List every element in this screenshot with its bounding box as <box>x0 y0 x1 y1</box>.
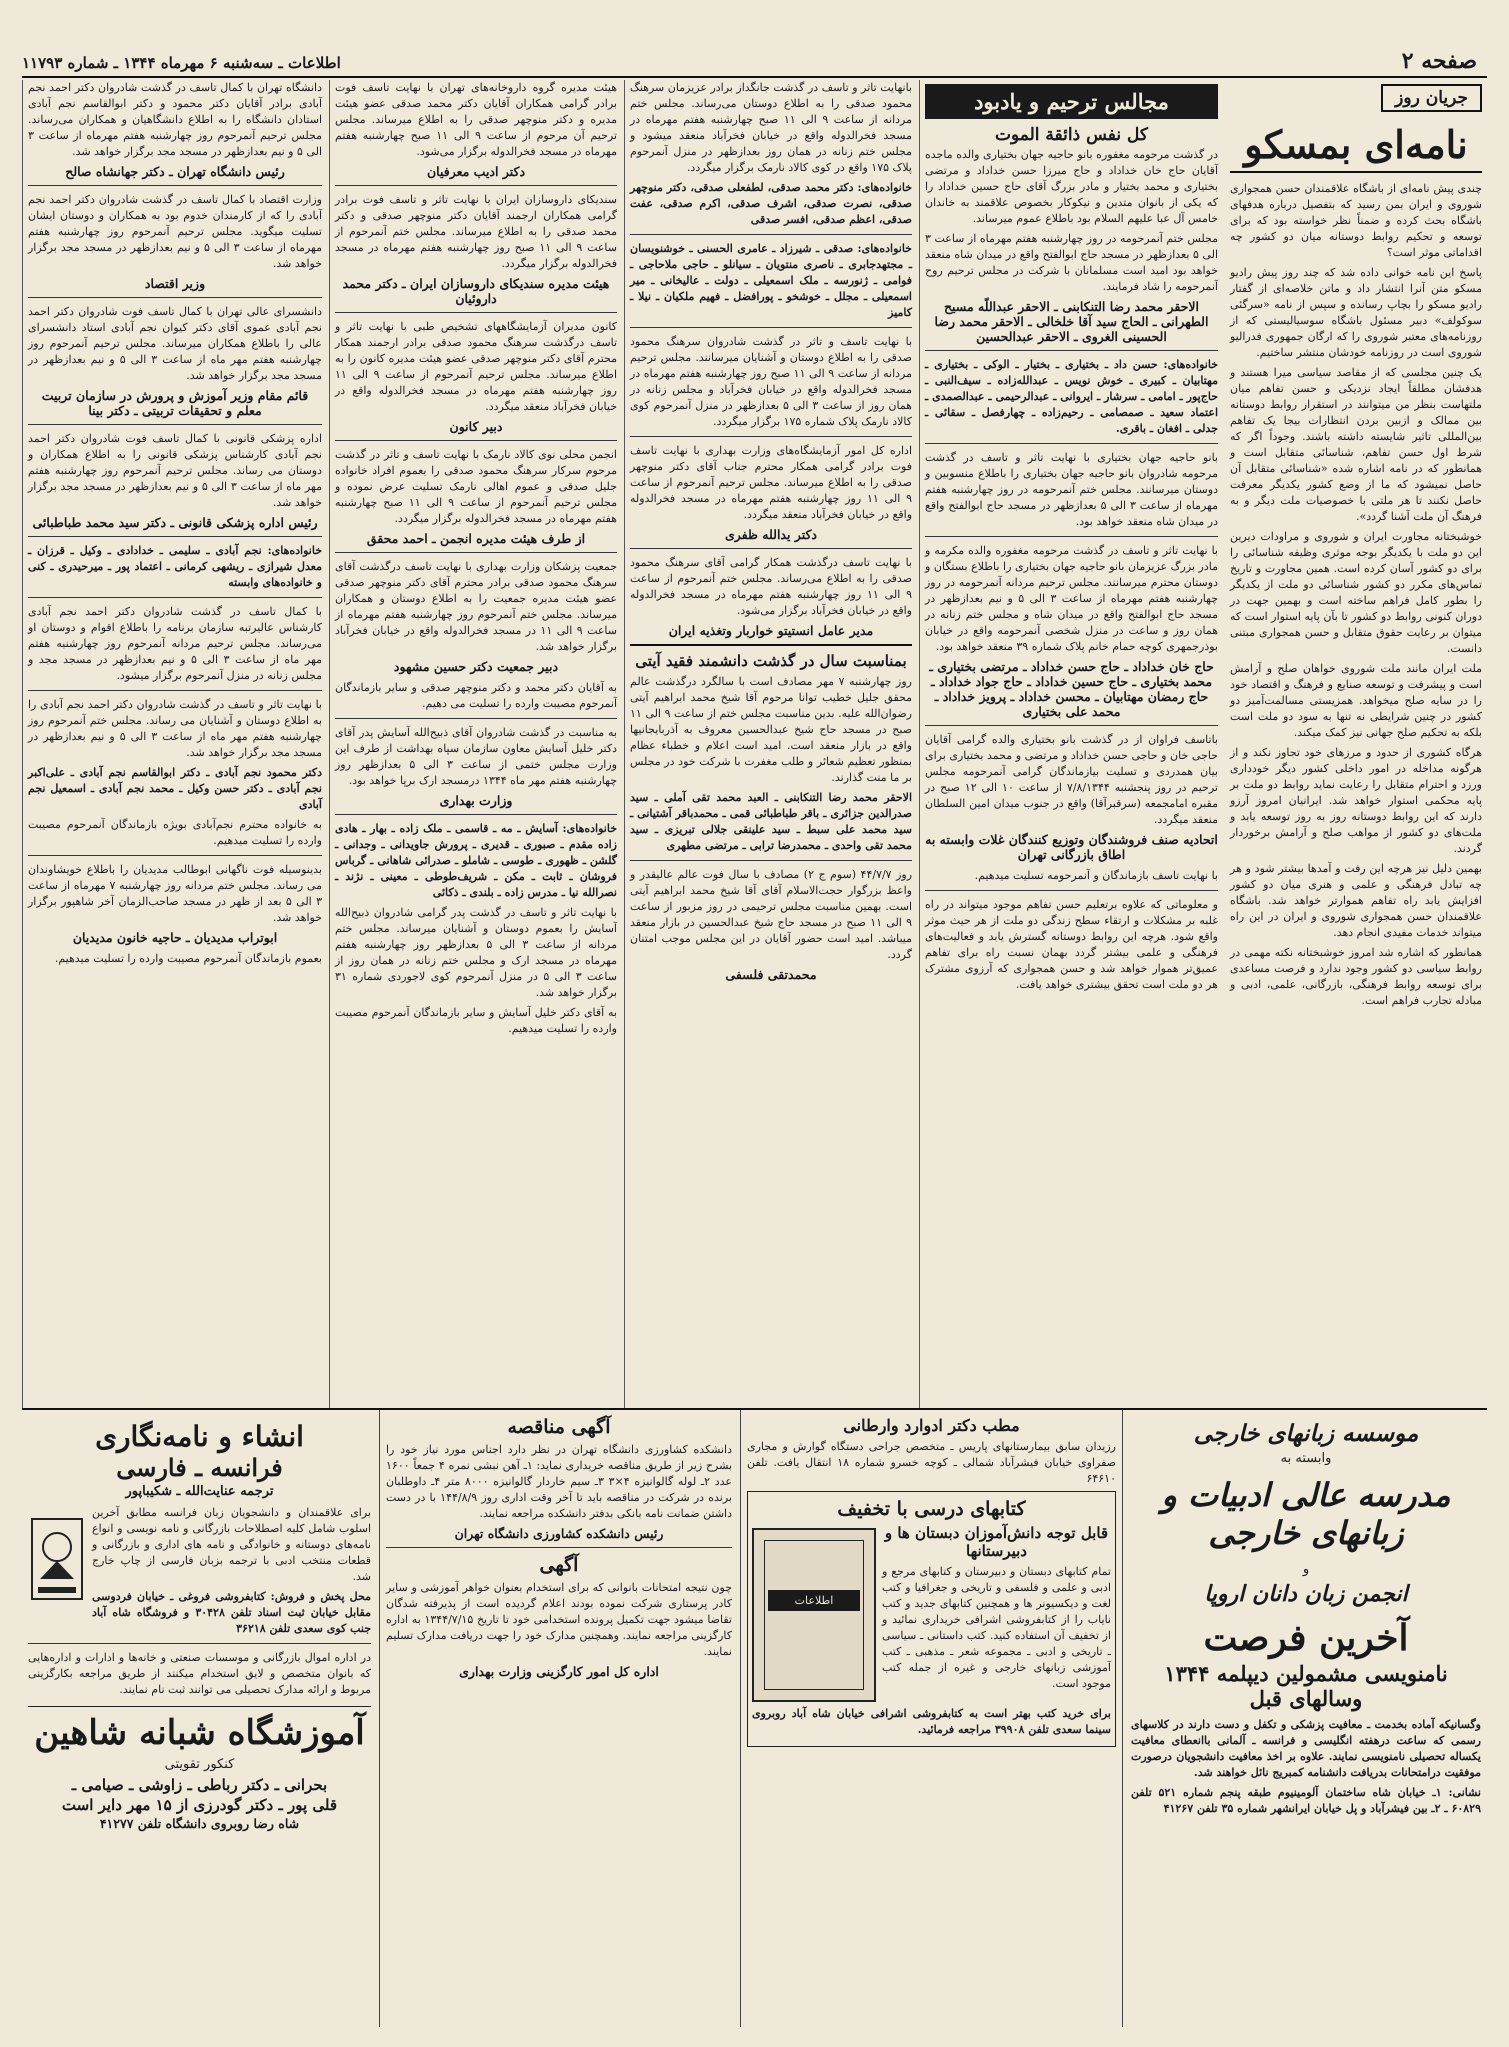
night-school-teachers-2: قلی پور ـ دکتر گودرزی از ۱۵ مهر دایر است <box>61 1796 338 1814</box>
bookstore-ad-body: تمام کتابهای دبستان و دبیرستان و کتابهای مرجع و ادبی و علمی و فلسفی و تاریخی و جغرافیا و کتب لغت و دیکسیونر ها و همچنین کتابهای جدید و کتب نایاب را از کتابفروشی اشرافی خریداری نمائید و از تخفیف آن استفاده کنید. کتب داستانی ـ سیاسی ـ تاریخی و ادبی ـ مجموعه شعر ـ مذهبی ـ کتب آموزشی زبانهای خارجی و غیره از جمله کتب موجود است. <box>882 1565 1111 1690</box>
notice-body: چون نتیجه امتحانات بانوانی که برای استخدام بعنوان خواهر آموزشی و سایر کادر پرستاری شرکت نموده بودند اعلام گردیده است از پذیرفته شدگان تقاضا میشود جهت تکمیل پرونده استخدامی خود تا تاریخ ۱۳۴۴/۷/۱۵ به اداره کارگزینی مراجعه نمایند. وهمچنین مدارک خود را جهت دریافت مدارک تسلیم نمایند. <box>386 1581 732 1658</box>
notice-text: خانواده‌های: حسن داد ـ بختیاری ـ بختیار ـ الوکی ـ بختیاری ـ مهتابیان ـ کبیری ـ خوش نویس ـ عبدالله‌زاده ـ سیف‌النبی ـ حاج‌پور ـ امامی ـ سرشار ـ ایروانی ـ عبدالرحیمی ـ عبدالصمدی ـ اعتماد سعید ـ صمصامی ـ رحیم‌زاده ـ چهارفصل ـ سقائی ـ جدلی ـ افغان ـ باقری. <box>925 358 1218 435</box>
notice-text: باتاسف فراوان از در گذشت بانو بختیاری والده گرامی آقایان حاجی خان و حاجی حسن خداداد و مرتضی و محمد بختیاری برای بیان همدردی و تسلیت بیازماندگان گرامی آنمرحومه مجلس ترحیم در روز پنجشنبه ۷/۸/۱۳۴۴ از ساعت ۱۰ الی ۱۲ صبح در مقبره امامجمعه (سرقبرآقا) واقع در جنوب میدان امین السلطان منعقد میگردد. <box>925 733 1218 826</box>
publisher-emblem-icon <box>28 1509 86 1609</box>
night-school-teachers-1: بحرانی ـ دکتر رباطی ـ زاوشی ـ صیامی ـ <box>71 1776 328 1794</box>
page-header <box>22 48 1487 78</box>
notice-text: بعموم بازماندگان آنمرحوم مصیبت وارده را تسلیت میدهیم. <box>54 952 322 965</box>
notice-signature: دکتر ادیب معرفیان <box>426 164 526 179</box>
notice-text: با نهایت تاسف بازماندگان و آنمرحومه تسلیت میدهیم. <box>974 869 1218 882</box>
column-obituaries-1 <box>919 80 1223 1408</box>
divider <box>28 690 322 691</box>
notice-signature: رئیس دانشگاه تهران ـ دکتر جهانشاه صالح <box>65 164 285 179</box>
bookstore-ad-title: کتابهای درسی با تخفیف <box>837 1498 1026 1520</box>
notice-signature: الاحقر محمد رضا التنکابنی ـ الاحقر عبداللّه‌ مسیح الطهرانی ـ الحاج سید آقا خلخالی ـ الاحقر محمد رضا الحسینی الغروی ـ الاحقر عبدالحسین <box>934 299 1209 344</box>
book-ad-body: برای علاقمندان و دانشجویان زبان فرانسه مطابق آخرین اسلوب شامل کلیه اصطلاحات بازرگانی و نامه نویسی و انواع نامه‌های دوستانه و خانوادگی و نامه های اداری و بازرگانی و قطعات منتخب ادبی با ترجمه بزبان فارسی از چاپ خارج شد. <box>92 1506 371 1583</box>
notice-text: اداره پزشکی قانونی با کمال تاسف فوت شادروان دکتر احمد نجم آبادی کارشناس پزشکی قانونی را به اطلاع همکاران و دوستان می رساند. مجلس ترحیم آنمرحوم روز چهارشنبه هفتم مهر ماه از ساعت ۳ الی ۵ و نیم بعدازظهر در مسجد مجد برگزار خواهد شد. <box>28 432 322 509</box>
notice-text: دانشسرای عالی تهران با کمال تاسف فوت شادروان دکتر احمد نجم آبادی عموی آقای دکتر کیوان نجم آبادی استاد دانشسرای عالی را باطلاع همکاران میرساند. مجلس ترحیم آنمرحوم روز چهارشنبه هفتم مهر ماه از ساعت ۳ الی ۵ و نیم بعدازظهر در مسجد مجد برگزار خواهد شد. <box>28 305 322 382</box>
column-editorial <box>1225 80 1487 1408</box>
ad-last-chance: آخرین فرصت <box>1203 1617 1409 1659</box>
section-tag: جریان روز <box>1381 84 1482 112</box>
notice-text: بانهایت تاثر و تاسف در گذشت جانگداز برادر عزیزمان سرهنگ محمود صدقی را به اطلاع دوستان می‌رساند. مجلس ختم مردانه از ساعت ۹ الی ۱۱ صبح چهارشنبه هفتم مهرماه در مسجد فخرالدوله واقع در خیابان فخرآباد منعقد میشود و مجلس ختم زنانه در همان روز بعدازظهر در منزل آنمرحوم پلاک ۱۷۵ واقع در کوی کالاد نارمک برگزار میگردد. <box>630 81 912 174</box>
notice-text: اداره کل امور آزمایشگاه‌های وزارت بهداری با نهایت تاسف فوت برادر گرامی همکار محترم جناب آقای دکتر منوچهر صدقی را به اطلاع میرساند. مجلس ترحیم آنمرحوم از ساعت ۹ الی ۱۱ روز چهارشنبه هفتم مهرماه در مسجد فخرالدوله واقع در خیابان فخرآباد منعقد میگردد. <box>630 444 912 521</box>
notice-signature: مدیر عامل انستیتو خواربار وتغذیه ایران <box>668 623 874 638</box>
notice-text: بانو حاجیه جهان بختیاری با نهایت تاثر و تاسف در گذشت مرحومه شادروان بانو حاجیه جهان بختیاری را باطلاع منسوبین و دوستان میرسانند. مجلس ختم آنمرحومه در روز چهارشنبه هفتم مهرماه از ساعت ۳ الی ۵ بعدازظهر در مسجد حاج ابوالفتح واقع در میدان شاه منعقد خواهد بود. <box>925 451 1218 528</box>
book-ad-distribution: محل پخش و فروش: کتابفروشی فروغی ـ خیابان فردوسی مقابل خیابان ثبت اسناد تلفن ۳۰۴۲۸ و فروشگاه شاه آباد جنب کوی سعدی تلفن ۳۶۲۱۸ <box>92 1590 371 1635</box>
ad-institute-title: موسسه زبانهای خارجی <box>1193 1420 1419 1447</box>
divider <box>335 185 617 186</box>
notice-text: مجلس ختم آنمرحومه در روز چهارشنبه هفتم مهرماه از ساعت ۳ الی ۵ بعدازظهر در مسجد حاج ابوالفتح واقع در میدان شاه منعقد خواهد بود امید است مسلمانان با شرکت در مجلس ترحیم روح آنمرحومه را شاد فرمایند. <box>925 232 1218 293</box>
notice-text: و معلوماتی که علاوه برتعلیم حسن تفاهم موجود میتواند در راه غلبه بر مشکلات و ارتقاء سطح زندگی دو ملت از هر حیث موثر واقع شود. هرچه این روابط دوستانه گسترش یابد و فعالیت‌های فرهنگی و علمی بیشتر گردد بهمان نسبت راه برای تفاهم عمیق‌تر هموار خواهد شد و حسن همجواری که آرزوی مشترک هر دو ملت است تحقق بیشتری خواهد یافت. <box>925 898 1218 991</box>
notice-signature: اداره کل امور کارگزینی وزارت بهداری <box>459 1664 659 1679</box>
divider <box>925 536 1218 537</box>
notice-signature: اتحادیه صنف فروشندگان وتوزیع کنندگان غلات وابسته به اطاق بازرگانی تهران <box>925 832 1218 862</box>
divider <box>925 890 1218 891</box>
notice-signature: الاحقر محمد رضا التنکابنی ـ العبد محمد تقی آملی ـ سید صدرالدین جزائری ـ باقر طباطبائی قمی ـ محمدباقر آشتیانی ـ سید محمد علی سبط ـ سید علینقی جلالی تبریزی ـ سید محمد تقی واحدی ـ محمدرضا ترابی ـ مرتضی مطهری <box>630 791 912 852</box>
ad-address: نشانی: ۱ـ خیابان شاه ساختمان آلومینیوم طبقه پنجم شماره ۵۲۱ تلفن ۶۰۸۲۹ ـ ۲ـ بین فیشرآباد و پل خیابان ایرانشهر شماره ۳۵ تلفن ۴۱۲۶۷ <box>1131 1786 1481 1815</box>
divider <box>335 718 617 719</box>
editorial-paragraph: پاسخ این نامه خوانی داده شد که چند روز پیش رادیو مسکو متن آنرا انتشار داد و ماتن خلاصه‌ای از گفتار رادیو مسکو را بچاپ رسانده و سپس از نامه «سرگئی سوکولف» دبیر مسئول باشگاه سوسیالیستی که از روزنامه‌های معتبر شوروی را که ارگان جمهوری فدرالیو شوروی است در روزنامه خودشان منتشر ساختیم. <box>1230 266 1482 359</box>
notice-signature: قائم مقام وزیر آموزش و پرورش در سازمان تربیت معلم و تحقیقات تربیتی ـ دکتر بینا <box>41 388 309 418</box>
divider <box>28 597 322 598</box>
divider <box>28 1643 371 1644</box>
ad-enrollment: نامنویسی مشمولین دیپلمه ۱۳۴۴ وسالهای قبل <box>1164 1661 1448 1711</box>
notice-signature: از طرف هیئت مدیره انجمن ـ احمد محقق <box>366 531 586 546</box>
notice-signature: محمدتقی فلسفی <box>725 967 817 982</box>
book-cover-frame <box>764 1540 864 1690</box>
bookstore-ad-subhead: قابل توجه دانش‌آموزان دبستان ها و دبیرستانها <box>884 1524 1109 1560</box>
notice-text: خانواده‌های: نجم آبادی ـ سلیمی ـ خدادادی ـ وکیل ـ قرزان ـ معدل شیرازی ـ ریشهی کرمانی ـ اعتماد پور ـ میرحیدری ـ کنی و خانواده‌های وابسته <box>28 544 322 589</box>
notice-signature: دکتر یدالله ظفری <box>724 527 817 542</box>
employment-notice: در اداره اموال بازرگانی و موسسات صنعتی و خانه‌ها و ادارات و اداره‌هایی که بانوان متخصص و لایق استخدام میکنند از طریق مراجعه بکارگزینی مربوط و ارائه مدارک تحصیلی می توانند ثبت نام نمایند. <box>28 1651 371 1696</box>
masthead-line: اطلاعات ـ سه‌شنبه ۶ مهرماه ۱۳۴۴ ـ شماره ۱۱۷۹۳ <box>22 54 341 72</box>
notice-text: به مناسبت در گذشت شادروان آقای ذبیح‌الله آسایش پدر آقای دکتر خلیل آسایش معاون سازمان سپاه بهداشت از طرف این وزارت مجلس ختمی از ساعت ۳ الی ۵ بعدازظهر روز چهارشنبه هفتم مهر ماه ۱۳۴۴ درمسجد ارک برپا خواهد بود. <box>335 726 617 787</box>
book-ad-translator: ترجمه عنایت‌الله ـ شکیباپور <box>125 1484 274 1499</box>
night-school-address: شاه رضا روبروی دانشگاه تلفن ۴۱۲۷۷ <box>99 1816 300 1831</box>
editorial-paragraph: ملت ایران مانند ملت شوروی خواهان صلح و آرامش است و پیشرفت و توسعه صنایع و فرهنگ و اقتصاد خود را در سایه صلح میخواهد. همزیستی مسالمت‌آمیز دو کشور در چنین شرایطی نه تنها به سود دو ملت است بلکه به تحکیم صلح جهانی نیز کمک میکند. <box>1230 662 1482 739</box>
notice-text: روز ۴۴/۷/۷ (سوم ج ۲) مصادف با سال فوت عالم عالیقدر و واعظ بزرگوار حجت‌الاسلام آقای آقا شیخ محمد ابراهیم آیتی است. بهمین مناسبت مجلس ترحیمی در روز مزبور از ساعت ۹ الی ۱۱ صبح در مسجد حاج شیخ عبدالحسین در بازار منعقد میباشد. امید است حضور آقایان در این مجلس موجب امتنان گردد. <box>630 868 913 961</box>
notice-text: با نهایت تاسف و تاثر در گذشت شادروان سرهنگ محمود صدقی را به اطلاع دوستان و آشنایان میرسانند. مجلس ترحیم مردانه از ساعت ۹ الی ۱۱ صبح روز چهارشنبه هفتم مهرماه در مسجد فخرالدوله واقع در خیابان فخرآباد و مجلس زنانه در همان روز از ساعت ۳ الی ۵ بعدازظهر در منزل آنمرحوم کوی کالاد نارمک پلاک شماره ۱۷۵ برگزار میگردد. <box>630 335 913 428</box>
notice-text: به خانواده محترم نجم‌آبادی بویژه بازماندگان آنمرحوم مصیبت وارده را تسلیت میدهیم. <box>28 818 322 847</box>
night-school-courses: کنکور تقویتی <box>164 1757 235 1772</box>
obituary-heading: کل نفس ذائقة الموت <box>995 125 1148 145</box>
notice-text: وزارت اقتصاد با کمال تاسف در گذشت شادروان دکتر احمد نجم آبادی را که از کارمندان خدوم بود به همکاران و دوستان ایشان تسلیت میگوید. مجلس ترحیم آنمرحوم روز چهارشنبه هفتم مهرماه از ساعت ۳ الی ۵ و نیم بعدازظهر در مسجد مجد برگزار خواهد شد. <box>28 193 322 270</box>
notice-text: با نهایت تاسف درگذشت همکار گرامی آقای سرهنگ محمود صدقی را به اطلاع می‌رساند. مجلس ختم آنمرحوم از ساعت ۹ الی ۱۱ روز چهارشنبه هفتم مهرماه در مسجد فخرالدوله واقع در خیابان فخرآباد برگزار می‌شود. <box>630 556 912 617</box>
divider <box>386 1547 732 1548</box>
column-obituaries-4 <box>22 80 327 1408</box>
notice-text: خانواده‌های: آسایش ـ مه ـ قاسمی ـ ملک زاده ـ بهار ـ هادی زاده مقدم ـ صبوری ـ قدیری ـ پرورش جاویدانی ـ وجدانی ـ گلشن ـ ظهوری ـ طوسی ـ شاملو ـ صدرائی شاهانی ـ گرباس فروشان ـ ثابت ـ مکن ـ شریف‌طوطی ـ معینی ـ نژند ـ نصرالله نیا ـ مدرس زاده ـ بلندی ـ ذکائی <box>335 822 617 899</box>
divider <box>28 424 322 425</box>
notice-text: جمعیت پزشکان وزارت بهداری با نهایت تاسف درگذشت آقای سرهنگ محمود صدقی برادر محترم آقای دکتر منوچهر صدقی عضو هیئت مدیره جمعیت را به اطلاع دوستان و همکاران میرساند. مجلس ختم آنمرحوم روز چهارشنبه هفتم مهرماه از ساعت ۹ الی ۱۱ در مسجد فخرالدوله واقع در خیابان فخرآباد برگزار خواهد شد. <box>335 560 618 653</box>
ad-affiliation: وابسته به <box>1280 1451 1332 1466</box>
book-illustration <box>752 1528 876 1702</box>
composition-book-ad <box>22 1410 377 2027</box>
bookstore-ad <box>747 1491 1116 1747</box>
obituary-banner: مجالس ترحیم و یادبود <box>925 84 1218 119</box>
ad-conjunction: و <box>1302 1562 1310 1577</box>
notice-heading: آگهی <box>539 1554 579 1576</box>
ad-school-name: مدرسه عالی ادبیات و زبانهای خارجی <box>1161 1476 1451 1552</box>
divider <box>630 436 912 437</box>
notice-text: به آقای دکتر خلیل آسایش و سایر بازماندگان آنمرحوم مصیبت وارده را تسلیت میدهیم. <box>335 1006 617 1035</box>
tender-ads-column <box>379 1410 738 2027</box>
memorial-heading: بمناسبت سال در گذشت دانشمند فقید آیتی <box>635 652 907 670</box>
advertisements-section <box>22 1408 1487 2027</box>
notice-text: سندیکای داروسازان ایران با نهایت تاثر و تاسف فوت برادر گرامی همکاران ارجمند آقایان دکتر منوچهر صدقی و دکتر محمد صدقی را به اطلاع میرساند. مجلس ختم آنمرحوم از ساعت ۹ الی ۱۱ صبح روز چهارشنبه هفتم مهرماه در مسجد فخرالدوله برگزار میگردد. <box>335 193 618 270</box>
tender-body: دانشکده کشاورزی دانشگاه تهران در نظر دارد اجناس مورد نیاز خود را بشرح زیر از طریق مناقصه خریداری نماید: ۱ـ آهن نبشی نمره ۴ جمعاً ۱۶۰۰ عدد ۲ـ لوله گالوانیزه ۴×۳ ۳ـ سیم خاردار گالوانیزه ۸۰۰۰ متر ۴ـ داوطلبان برنده در شرکت در مناقصه باید تا آخر وقت اداری روز ۱۴۴/۸/۹ با در دست داشتن ضمانت نامه بانکی بدفتر دانشکده مراجعه نمایند. <box>386 1443 733 1520</box>
page-number: صفحه ۲ <box>1401 48 1477 74</box>
divider <box>630 234 912 235</box>
editorial-headline: نامه‌ای بمسکو <box>1230 122 1482 173</box>
divider <box>335 312 617 313</box>
notice-signature: دکتر محمود نجم آبادی ـ دکتر ابوالقاسم نجم آبادی ـ علی‌اکبر نجم آبادی ـ دکتر حسن وکیل ـ محمد نجم آبادی ـ اسمعیل نجم آبادی <box>28 766 322 811</box>
notice-text: در گذشت مرحومه مغفوره بانو حاجیه جهان بختیاری والده ماجده آقایان حاج خان خداداد و حاج میرزا حسن خداداد و مرتضی بختیاری و محمد بختیار و مادر بزرگ آقای حاج حسین خداداد را که یکی از بانوان متدین و نیکوکار بخصوص علاقمند به خاندان خامس آل عبا علیهم السلام بود باطلاع عموم میرساند. <box>925 148 1218 225</box>
notice-signature: وزارت بهداری <box>439 793 513 808</box>
notice-signature: هیئت مدیره سندیکای داروسازان ایران ـ دکتر محمد داروئیان <box>342 276 610 306</box>
divider <box>630 548 912 549</box>
book-ad-title: انشاء و نامه‌نگاری <box>95 1420 304 1453</box>
notice-signature: رئیس اداره پزشکی قانونی ـ دکتر سید محمد طباطبائی <box>32 515 318 530</box>
divider <box>28 855 322 856</box>
top-section <box>22 80 1487 1408</box>
divider <box>925 725 1218 726</box>
tender-signature: رئیس دانشکده کشاورزی دانشگاه تهران <box>454 1526 664 1541</box>
notice-text: خانواده‌های: صدقی ـ شیرزاد ـ عامری الحسنی ـ خوشنویسان ـ مجتهدجابری ـ ناصری منتویان ـ سیانلو ـ حاجی ملاحاجی ـ فوامی ـ ژنورسه ـ ملک اسمعیلی ـ دولت ـ عالیخانی ـ میر اسمعیلی ـ مجلل ـ خوشخو ـ پورافضل ـ فهیم ملکیان ـ نیلا ـ کامیز <box>630 242 912 319</box>
clinic-ad-body: رزیدان سابق بیمارستانهای پاریس ـ متخصص جراحی دستگاه گوارش و مجاری صفراوی خیابان فیشرآباد شمالی ـ کوچه خسرو شماره ۱۸ انتقال یافت. تلفن ۶۴۶۱۰ <box>747 1440 1116 1485</box>
editorial-paragraph: چندی پیش نامه‌ای از باشگاه علاقمندان حسن همجواری شوروی و ایران بمن رسید که بتفصیل درباره هدفهای باشگاه بحث کرده و ضمناً نظر خواسته بود که برای توسعه و تحکیم روابط دوستانه میان دو کشور چه اقداماتی موثر است؟ <box>1230 182 1482 259</box>
divider <box>335 814 617 815</box>
divider <box>630 327 912 328</box>
night-school-name: آموزشگاه شبانه شاهین <box>28 1706 371 1753</box>
notice-text: بدینوسیله فوت ناگهانی ابوطالب مدیدیان را باطلاع خویشاوندان می رساند. مجلس ختم مردانه روز چهارشنبه ۷ مهرماه از ساعت ۳ الی ۵ بعد از ظهر در مسجد صاحب‌الزمان آخر شاهپور برگزار خواهد شد. <box>28 863 322 924</box>
editorial-paragraph: خوشبختانه مجاورت ایران و شوروی و مراودات دیرین این دو ملت با یکدیگر بوجه موثری وظیفه شناسائی را برای دو کشور آسان کرده است. همین مجاورت و تاریخ تماس‌های مکرر دو کشور شناسائی دو ملت از یکدیگر را بطور کامل فراهم ساخته است و بهمین جهت در دوران کنونی روابط دو کشور تا بآن پایه استوار است که میتوان بر رعایت حقوق متقابل و حسن همجواری مبتنی دانست. <box>1230 530 1482 655</box>
column-obituaries-3 <box>329 80 622 1408</box>
notice-text: روز چهارشنبه ۷ مهر مصادف است با سالگرد درگذشت عالم محقق جلیل خطیب توانا مرحوم آقا شیخ محمد ابراهیم آیتی رضوان‌الله علیه. بدین مناسبت مجلس ختم از ساعت ۹ الی ۱۱ صبح در مسجد حاج شیخ عبدالحسین معروف به آذربایجانیها واقع در بازار منعقد است. امید است اعلام و خطباء عظام بمنظور تعظیم شعائر و طلب مغفرت با شرکت خود در مجلس بر ما منت گذارند. <box>630 675 912 784</box>
notice-text: با کمال تاسف در گذشت شادروان دکتر احمد نجم آبادی کارشناس عالیرتبه سازمان برنامه را باطلاع اقوام و دوستان او می‌رساند. مجلس ترحیم مردانه آنمرحوم روز چهارشنبه هفتم مهر ماه از ساعت ۳ الی ۵ و نیم بعدازظهر در مسجد مجد و مجلس زنانه در منزل آنمرحوم برگزار میشود. <box>28 605 323 682</box>
divider <box>925 350 1218 351</box>
notice-text: با نهایت تاثر و تاسف در گذشت مرحومه مغفوره والده مکرمه و مادر بزرگ عزیزمان بانو حاجیه جهان بختیاری را باطلاع بستگان و دوستان محترم میرسانند. مجلس ترحیم مردانه آنمرحومه در روز چهارشنبه هفتم مهرماه از ساعت ۳ الی ۵ و نیم بعدازظهر در مسجد حاج ابوالفتح واقع در میدان شاه و مجلس ختم زنانه در همان روز و ساعت در منزل شخصی آنمرحومه واقع در خیابان بوذرجمهری کوچه حمام خانم پلاک شماره ۳۹ منعقد خواهد بود. <box>925 544 1218 653</box>
book-cover-label: اطلاعات <box>768 1590 860 1611</box>
notice-text: با نهایت تاثر و تاسف در گذشت شادروان دکتر احمد نجم آبادی را به اطلاع دوستان و آشنایان می رساند. مجلس ختم آنمرحوم روز چهارشنبه هفتم مهر ماه از ساعت ۳ الی ۵ و نیم بعدازظهر در مسجد مجد برگزار خواهد شد. <box>28 698 322 759</box>
notice-signature: وزیر اقتصاد <box>144 276 206 291</box>
divider <box>28 185 322 186</box>
ad-body: وگسانیکه آماده بخدمت ـ معافیت پزشکی و تکفل و دست دارند در کلاسهای رسمی که ساعت درهفته انگلیسی و فرانسه ـ آلمانی باانعطای معافیت یکساله تحصیلی نامنویسی نمایند. علاوه بر اخذ معافیت دانشجویان درصورت موفقیت درامتحانات بدریافت دانشنامه کمبریج نائل خواهند شد. <box>1131 1718 1481 1779</box>
book-ad-languages: فرانسه ـ فارسی <box>116 1453 283 1482</box>
divider <box>28 297 322 298</box>
notice-text: خانواده‌های: دکتر محمد صدقی، لطفعلی صدقی، دکتر منوچهر صدقی، نصرت صدقی، اشرف صدقی، اکرم صدقی، عفت صدقی، اعظم صدقی، افسر صدقی <box>630 181 912 226</box>
divider <box>335 552 617 553</box>
editorial-paragraph: یک چنین مجلسی که از مقاصد سیاسی میرا هستند و هدفشان مطلقاً ایجاد نزدیکی و حسن تفاهم میان ملتهاست بنظر من میتوانند در استقرار روابط دوستانه بین ممالک و ازبین بردن انتظارات بیجا یک تفاهم بین‌المللی تاثیر شایسته داشته باشند. وجوداً اگر که شرط اول حسن تفاهم، شناسائی متقابل است و همانطور که در نامه اشاره شده «شناسائی متقابل آن حاصل نمیشود که ما از وضع کشور یکدیگر معرفت حاصل نکنند تا هر ملتی با خصوصیات ملت دیگر و به فرهنگ آن ملت آشنا گردد». <box>1230 366 1482 523</box>
editorial-paragraph: بهمین دلیل نیز هرچه این رفت و آمدها بیشتر شود و هر چه تبادل فرهنگی و علمی و هنری میان دو کشور افزایش یابد راه تفاهم هموارتر خواهد شد. باشگاه علاقمندان حسن همجواری شوروی و ایران در این راه میتواند خدمات مفیدی انجام دهد. <box>1230 862 1482 939</box>
notice-text: انجمن محلی نوی کالاد نارمک با نهایت تاسف و تاثر در گذشت مرحوم سرکار سرهنگ محمود صدقی را بعموم افراد خانواده جلیل صدقی و عموم اهالی نارمک تسلیت عرض نموده و مجلس ترحیم آنمرحوم از ساعت ۹ الی ۱۱ صبح چهارشنبه هفتم مهرماه در مسجد فخرالدوله برگزار میگردد. <box>335 448 617 525</box>
column-obituaries-2 <box>624 80 917 1408</box>
editorial-paragraph: همانطور که اشاره شد امروز خوشبختانه نکته مهمی در روابط سیاسی دو کشور وجود ندارد و فرصت مساعدی برای توسعه روابط فرهنگی، بازرگانی، علمی، ادبی و مبادله تجارب فراهم است. <box>1230 946 1482 1007</box>
divider <box>630 860 912 861</box>
language-school-ad <box>1125 1410 1487 2027</box>
divider <box>335 440 617 441</box>
editorial-paragraph: هرگاه کشوری از حدود و مرزهای خود تجاوز نکند و از هرگونه مداخله در امور داخلی کشور دیگر خودداری ورزد و احترام متقابل را رعایت نماید روابط دو ملت بر پایه محکمی استوار خواهد شد. ایرانیان امروز آرزو دارند که این روابط دوستانه روز به روز توسعه یابد و ملت‌های دو کشور از مواهب صلح و آرامش برخوردار گردند. <box>1230 746 1482 855</box>
middle-ads-column <box>740 1410 1123 2027</box>
notice-text: دانشگاه تهران با کمال تاسف در گذشت شادروان دکتر احمد نجم آبادی برادر آقایان دکتر محمود و دکتر ابوالقاسم نجم آبادی استادان دانشگاه را به اطلاع دانشگاهیان و همکاران می‌رساند. مجلس ترحیم آنمرحوم روز چهارشنبه هفتم مهرماه از ساعت ۳ الی ۵ و نیم بعدازظهر در مسجد مجد برگزار خواهد شد. <box>28 81 322 158</box>
clinic-ad-heading: مطب دکتر ادوارد وارطانی <box>843 1416 1020 1435</box>
notice-text: کانون مدیران آزمایشگاههای تشخیص طبی با نهایت تاثر و تاسف درگذشت سرهنگ محمود صدقی برادر ارجمند همکار محترم آقای دکتر منوچهر صدقی عضو هیئت مدیره کانون را به اطلاع میرساند. مجلس ترحیم آنمرحوم از ساعت ۹ الی ۱۱ روز چهارشنبه هفتم مهرماه در مسجد فخرالدوله واقع در خیابان فخرآباد منعقد میگردد. <box>335 320 617 413</box>
notice-signature: دبیر جمعیت دکتر حسین مشهود <box>393 659 559 674</box>
divider <box>630 644 912 646</box>
notice-signature: دبیر کانون <box>449 419 503 434</box>
divider <box>28 536 322 537</box>
divider <box>925 443 1218 444</box>
notice-text: با نهایت تاثر و تاسف در گذشت پدر گرامی شادروان ذبیح‌الله آسایش را بعموم دوستان و آشنایان میرساند. مجلس ختم مردانه از ساعت ۳ الی ۵ بعدازظهر روز چهارشنبه هفتم مهرماه در مسجد ارک و مجلس ختم زنانه در همان روز از ساعت ۳ الی ۵ در منزل آنمرحوم کوی لاجوردی شماره ۳۱ برگزار خواهد شد. <box>335 906 617 999</box>
notice-text: هیئت مدیره گروه داروخانه‌های تهران با نهایت تاسف فوت برادر گرامی همکاران آقایان دکتر محمد صدقی عضو هیئت مدیره و دکتر منوچهر صدقی را به اطلاع میرساند. مجلس ترحیم آن مرحوم از ساعت ۹ الی ۱۱ صبح چهارشنبه هفتم مهرماه در مسجد فخرالدوله برگزار می‌شود. <box>335 81 617 158</box>
notice-signature: ابوتراب مدیدیان ـ حاجیه خانون مدیدیان <box>72 930 278 945</box>
tender-heading: آگهی مناقصه <box>507 1416 611 1438</box>
notice-text: به آقایان دکتر محمد و دکتر منوچهر صدقی و سایر بازماندگان آنمرحوم مصیبت وارده را تسلیت می دهیم. <box>335 681 617 710</box>
notice-signature: حاج خان خداداد ـ حاج حسن خداداد ـ مرتضی بختیاری ـ محمد بختیاری ـ حاج حسین خداداد ـ حاج جواد خداداد ـ حاج رمضان مهتابیان ـ محسن خداداد ـ پرویز خداداد ـ محمد علی بختیاری <box>929 659 1214 719</box>
ad-association-name: انجمن زبان دانان اروپا <box>1204 1581 1408 1607</box>
bookstore-ad-address: برای خرید کتب بهتر است به کتابفروشی اشرافی خیابان شاه آباد روبروی سینما سعدی تلفن ۳۹۹۰۸ مراجعه فرمائید. <box>752 1707 1111 1736</box>
